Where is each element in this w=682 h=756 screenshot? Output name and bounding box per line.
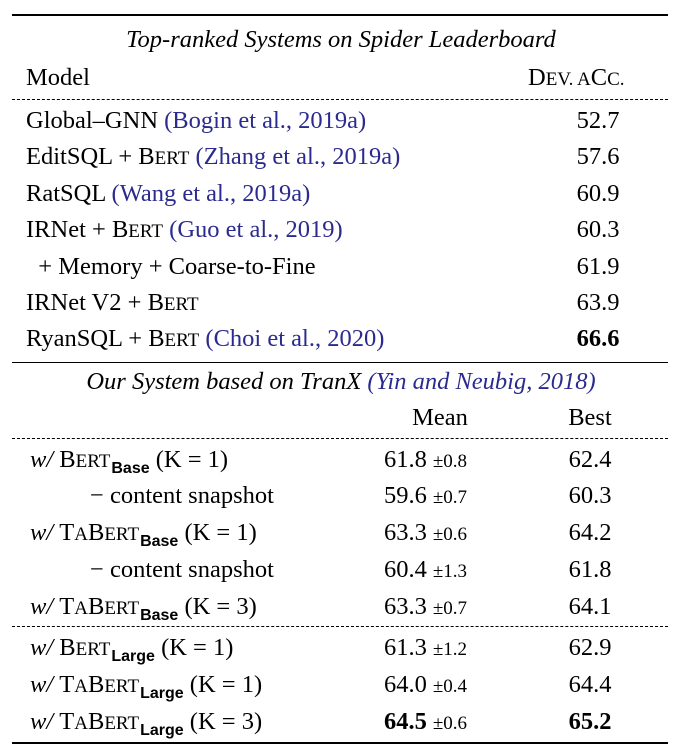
our-system-row: [0, 442, 682, 478]
header-best: Best: [568, 404, 612, 431]
std-value: ±1.3: [432, 561, 468, 582]
leaderboard-row: [0, 249, 682, 285]
mean-score: [384, 515, 467, 553]
model-name: [26, 212, 343, 250]
tabert-a: A: [74, 676, 88, 697]
with-prefix: w/: [30, 519, 60, 546]
our-system-row: [0, 515, 682, 551]
k-setting: (K = 1): [183, 671, 263, 698]
size-subscript: Large: [111, 648, 155, 665]
std-value: ±0.6: [432, 713, 468, 734]
best-score: 64.4: [568, 671, 612, 698]
tabert-ert: ERT: [104, 598, 140, 619]
leaderboard-row: [0, 139, 682, 175]
header-mean: Mean: [412, 404, 468, 431]
with-prefix: w/: [30, 708, 60, 735]
mean-score: [384, 704, 467, 742]
best-score: 62.4: [568, 446, 612, 473]
best-score: 64.1: [568, 593, 612, 620]
tabert-b: B: [87, 708, 105, 735]
dev-accuracy: 60.9: [576, 179, 620, 207]
model-name: [26, 249, 316, 285]
mean-score: [384, 442, 467, 480]
k-setting: (K = 3): [183, 708, 263, 735]
size-subscript: Base: [140, 533, 179, 550]
model-name: [26, 139, 400, 177]
bert-ert: ERT: [128, 221, 164, 243]
tabert-b: B: [87, 593, 105, 620]
dev-accuracy: 61.9: [576, 252, 620, 280]
dev-accuracy: 63.9: [576, 289, 620, 316]
citation-link: (Wang et al., 2019a): [111, 179, 311, 207]
citation-link: (Guo et al., 2019): [169, 216, 343, 244]
our-system-row: [0, 589, 682, 625]
leaderboard-row: [0, 176, 682, 212]
with-prefix: w/: [30, 671, 60, 698]
mean-value: 64.0: [384, 671, 427, 698]
section-title-leaderboard: Top-ranked Systems on Spider Leaderboard: [126, 26, 556, 53]
bert-ert: ERT: [154, 148, 190, 170]
tabert-t: T: [59, 593, 75, 620]
mean-score: [384, 630, 467, 668]
top-rule: [12, 14, 668, 16]
mean-value: 59.6: [384, 482, 427, 509]
mean-value: 60.4: [384, 556, 427, 583]
mean-score: [384, 552, 467, 590]
model-name: [26, 103, 366, 139]
with-prefix: w/: [30, 446, 60, 473]
mean-value: 61.3: [384, 634, 427, 661]
dev-accuracy: 66.6: [576, 325, 620, 353]
bert-ert: ERT: [163, 294, 199, 315]
our-system-row: [0, 630, 682, 666]
best-score: 60.3: [568, 482, 612, 509]
bert-b: B: [147, 289, 164, 316]
std-value: ±0.7: [432, 598, 468, 619]
citation-link: (Zhang et al., 2019a): [195, 143, 401, 171]
citation-link: (Bogin et al., 2019a): [164, 107, 367, 134]
dev-accuracy: 57.6: [576, 143, 620, 171]
tabert-a: A: [74, 524, 88, 545]
bert-ert: ERT: [75, 451, 111, 472]
std-value: ±0.6: [432, 524, 468, 545]
header-model: Model: [26, 64, 90, 91]
size-subscript: Base: [111, 460, 150, 477]
model-label: + Memory + Coarse-to-Fine: [26, 252, 316, 280]
bert-ert: ERT: [164, 330, 200, 352]
tabert-b: B: [87, 671, 105, 698]
best-score: 62.9: [568, 634, 612, 661]
mean-score: [384, 589, 467, 627]
model-config: [30, 704, 262, 743]
our-system-row: [0, 704, 682, 740]
with-prefix: w/: [30, 593, 60, 620]
model-name: [26, 176, 310, 212]
model-name: [26, 321, 384, 359]
k-setting: (K = 1): [154, 634, 234, 661]
std-value: ±0.7: [432, 487, 468, 508]
model-label: RyanSQL +: [26, 325, 149, 353]
model-config: [30, 515, 257, 554]
mean-score: [384, 478, 467, 516]
mean-value: 63.3: [384, 593, 427, 620]
std-value: ±1.2: [432, 639, 468, 660]
subheader-divider: [12, 438, 668, 439]
tabert-t: T: [59, 708, 75, 735]
bert-b: B: [138, 143, 155, 171]
model-label: IRNet +: [26, 216, 112, 244]
dev-accuracy: 52.7: [576, 107, 620, 134]
large-model-divider: [12, 626, 668, 627]
k-setting: (K = 1): [178, 519, 257, 546]
our-system-row: [0, 552, 682, 588]
size-subscript: Large: [140, 722, 184, 739]
ablation-label: − content snapshot: [90, 556, 274, 583]
tabert-ert: ERT: [104, 676, 140, 697]
with-prefix: w/: [30, 634, 60, 661]
subheader-row: [0, 400, 682, 436]
model-label: EditSQL +: [26, 143, 139, 171]
model-name: [26, 285, 199, 323]
std-value: ±0.8: [432, 451, 468, 472]
mean-value: 63.3: [384, 519, 427, 546]
size-subscript: Large: [140, 685, 184, 702]
bert-ert: ERT: [75, 639, 111, 660]
section-divider: [12, 362, 668, 363]
size-subscript: Base: [140, 607, 179, 624]
bert-b: B: [111, 216, 129, 244]
k-setting: (K = 3): [178, 593, 257, 620]
model-config: [30, 589, 257, 628]
our-system-row: [0, 478, 682, 514]
section-title-ours: Our System based on TranX (Yin and Neubig, 2018): [86, 368, 596, 395]
header-divider: [12, 99, 668, 100]
bert-b: B: [148, 325, 165, 353]
mean-value: 64.5: [384, 708, 427, 735]
dev-accuracy: 60.3: [576, 216, 620, 244]
bottom-rule: [12, 742, 668, 744]
model-config: [30, 667, 262, 706]
k-setting: (K = 1): [149, 446, 229, 473]
model-config: [30, 442, 228, 481]
model-label: Global–GNN: [26, 107, 165, 134]
leaderboard-row: [0, 321, 682, 357]
bert-b: B: [59, 634, 76, 661]
tabert-t: T: [59, 519, 75, 546]
mean-score: [384, 667, 467, 705]
best-score: 64.2: [568, 519, 612, 546]
mean-value: 61.8: [384, 446, 427, 473]
tabert-a: A: [74, 713, 88, 734]
ablation-label: − content snapshot: [90, 482, 274, 509]
tabert-ert: ERT: [104, 713, 140, 734]
our-system-row: [0, 667, 682, 703]
model-label: RatSQL: [26, 179, 112, 207]
header-row: [0, 60, 682, 96]
tabert-a: A: [74, 598, 88, 619]
tabert-t: T: [59, 671, 75, 698]
model-config: [30, 630, 233, 669]
header-dev-acc: DEV. ACC.: [528, 64, 625, 91]
bert-b: B: [59, 446, 76, 473]
tabert-b: B: [87, 519, 105, 546]
best-score: 65.2: [568, 708, 612, 735]
std-value: ±0.4: [432, 676, 468, 697]
model-config: [90, 478, 274, 514]
leaderboard-row: [0, 212, 682, 248]
leaderboard-row: [0, 103, 682, 139]
model-config: [90, 552, 274, 588]
best-score: 61.8: [568, 556, 612, 583]
tabert-ert: ERT: [104, 524, 140, 545]
leaderboard-row: [0, 285, 682, 321]
citation-link: (Choi et al., 2020): [205, 325, 385, 353]
model-label: IRNet V2 +: [26, 289, 148, 316]
